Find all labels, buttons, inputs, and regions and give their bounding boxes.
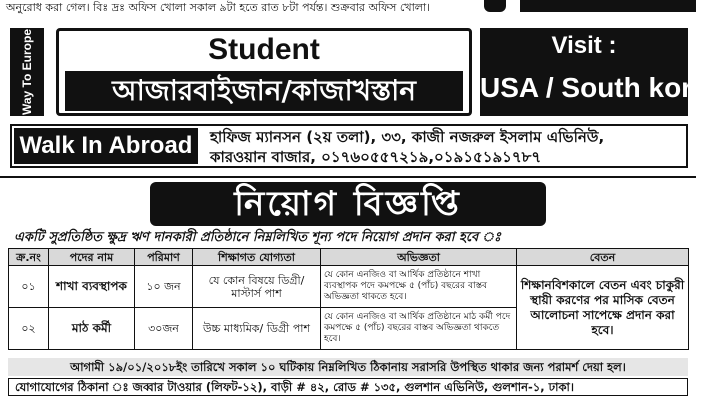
agency-box	[10, 124, 688, 168]
top-strip	[0, 0, 696, 22]
side-tab-text: Way To Europe	[20, 29, 34, 116]
cell-salary: শিক্ষানবিশকালে বেতন এবং চাকুরী স্থায়ী করণের পর মাসিক বেতন আলোচনা সাপেক্ষে প্রদান করা হবে।	[517, 266, 689, 350]
cell-post: শাখা ব্যবস্থাপক	[49, 266, 135, 308]
agency-name: Walk In Abroad	[14, 128, 198, 164]
contact-address: যোগাযোগের ঠিকানা ঃ জব্বার টাওয়ার (লিফট-১২), বাড়ী # ৪২, রোড # ১৩৫, গুলশান এভিনিউ, গুলশান-১, ঢাকা।	[8, 378, 688, 396]
top-decoration	[484, 0, 506, 12]
vacancy-table	[8, 248, 689, 350]
section-divider	[0, 176, 696, 178]
table-header-row	[9, 249, 689, 266]
student-box	[56, 28, 472, 116]
cell-quantity: ১০ জন	[135, 266, 193, 308]
cell-serial: ০২	[9, 308, 49, 350]
visit-destinations: USA / South korea	[480, 72, 723, 103]
top-decoration-bar	[520, 0, 696, 12]
column-header-experience: অভিজ্ঞতা	[321, 249, 517, 266]
cell-post: মাঠ কর্মী	[49, 308, 135, 350]
cell-quantity: ৩০জন	[135, 308, 193, 350]
table-row	[9, 266, 689, 308]
column-header-post: পদের নাম	[49, 249, 135, 266]
cell-serial: ০১	[9, 266, 49, 308]
visit-box	[480, 28, 723, 116]
cell-education: উচ্চ মাধ্যমিক/ ডিগ্রী পাশ	[193, 308, 321, 350]
side-tab	[10, 28, 44, 116]
job-ad-heading-box	[150, 182, 546, 226]
column-header-quantity: পরিমাণ	[135, 249, 193, 266]
column-header-salary: বেতন	[517, 249, 689, 266]
student-countries: আজারবাইজান/কাজাখস্তান	[65, 71, 463, 111]
student-title: Student	[208, 33, 320, 66]
column-header-education: শিক্ষাগত যোগ্যতা	[193, 249, 321, 266]
top-strip-text: অনুরোধ করা গেল। বিঃ দ্রঃ অফিস খোলা সকাল ৯টা হতে রাত ৮টা পর্যন্ত। শুক্রবার অফিস খোলা।	[6, 1, 431, 14]
travel-advertisement	[10, 28, 723, 168]
column-header-serial: ক্র.নং	[9, 249, 49, 266]
agency-address-line1: হাফিজ ম্যানসন (২য় তলা), ৩৩, কাজী নজরুল ইসলাম এভিনিউ,	[210, 128, 605, 146]
job-ad-heading: নিয়োগ বিজ্ঞপ্তি	[234, 184, 462, 224]
cell-experience: যে কোন এনজিও বা আর্থিক প্রতিষ্ঠানে মাঠ কর্মী পদে কমপক্ষে ৫ (পাঁচ) বছরের বাস্তব অভিজ্ঞতা থাকতে হবে।	[321, 308, 517, 350]
cell-experience: যে কোন এনজিও বা আর্থিক প্রতিষ্ঠানে শাখা ব্যবস্থাপক পদে কমপক্ষে ৫ (পাঁচ) বছরের বাস্তব অভিজ্ঞতা থাকতে হবে।	[321, 266, 517, 308]
job-ad-intro: একটি সুপ্রতিষ্ঠিত ক্ষুদ্র ঋণ দানকারী প্রতিষ্ঠানে নিম্নলিখিত শূন্য পদে নিয়োগ প্রদান করা হবে ঃ	[14, 230, 501, 245]
interview-notice: আগামী ১৯/০১/২০১৮ইং তারিখে সকাল ১০ ঘটিকায় নিম্নলিখিত ঠিকানায় সরাসরি উপস্থিত থাকার জন্য পরামর্শ দেয়া হল।	[8, 358, 688, 376]
visit-label: Visit :	[551, 32, 617, 59]
agency-address-line2: কারওয়ান বাজার, ০১৭৬০৫৫৭২১৯,০১৯১৫১৯১৭৮৭	[210, 148, 542, 166]
cell-education: যে কোন বিষয়ে ডিগ্রী/ মাস্টার্স পাশ	[193, 266, 321, 308]
